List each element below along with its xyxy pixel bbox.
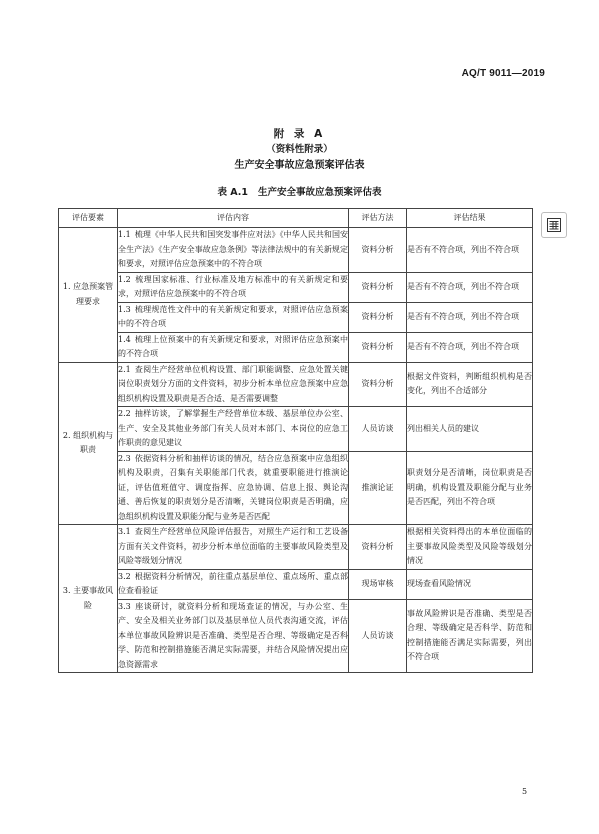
appendix-label: 附 录 A	[273, 128, 326, 140]
method-cell: 资料分析	[349, 228, 407, 273]
content-cell	[118, 599, 349, 673]
table-row	[59, 302, 533, 332]
method-cell: 资料分析	[349, 302, 407, 332]
table-row	[59, 362, 533, 407]
appendix-type: （资料性附录）	[266, 144, 333, 155]
result-cell: 根据相关资料得出的本单位面临的主要事故风险类型及风险等级划分情况	[407, 525, 533, 570]
item-number: 2.1	[118, 364, 131, 374]
content-cell	[118, 362, 349, 407]
content-cell	[118, 569, 349, 599]
item-number: 2.3	[118, 453, 131, 463]
result-cell: 职责划分是否清晰，岗位职责是否明确，机构设置及职能分配与业务是否匹配，列出不符合项	[407, 451, 533, 525]
method-cell: 现场审核	[349, 569, 407, 599]
appendix-title: 生产安全事故应急预案评估表	[234, 160, 365, 171]
column-header-method: 评估方法	[349, 209, 407, 228]
table-header-row	[59, 209, 533, 228]
table-number: 表 A.1	[217, 187, 249, 198]
page-number: 5	[522, 787, 528, 796]
method-cell: 资料分析	[349, 525, 407, 570]
qr-code-button[interactable]	[541, 212, 567, 238]
result-cell: 根据文件资料，判断组织机构是否变化，列出不合适部分	[407, 362, 533, 407]
result-cell: 是否有不符合项，列出不符合项	[407, 332, 533, 362]
result-cell: 事故风险辨识是否准确、类型是否合理、等级确定是否科学、防范和控制措施能否满足实际需要，列出不符合项	[407, 599, 533, 673]
content-cell	[118, 451, 349, 525]
item-number: 2.2	[118, 409, 131, 418]
result-cell: 是否有不符合项，列出不符合项	[407, 302, 533, 332]
item-content: 查阅生产经营单位机构设置、部门职能调整、应急处置关键岗位职责划分方面的文件资料，初步分析本单位应急预案中应急组织机构设置及职责是否合适、是否需要调整	[118, 364, 348, 403]
element-cell: 3. 主要事故风险	[59, 525, 118, 673]
item-number: 3.2	[118, 571, 131, 581]
method-cell: 资料分析	[349, 332, 407, 362]
evaluation-table	[58, 208, 533, 673]
method-cell: 资料分析	[349, 272, 407, 302]
table-title: 生产安全事故应急预案评估表	[258, 187, 382, 198]
content-cell	[118, 302, 349, 332]
column-header-content: 评估内容	[118, 209, 349, 228]
item-number: 1.2	[118, 274, 131, 284]
table-row	[59, 451, 533, 525]
content-cell	[118, 525, 349, 570]
item-number: 3.3	[118, 601, 131, 611]
table-row	[59, 228, 533, 273]
table-row	[59, 332, 533, 362]
table-row	[59, 569, 533, 599]
item-content: 座谈研讨，就资料分析和现场查证的情况，与办公室、生产、安全及相关业务部门以及基层单位人员代表沟通交流，评估本单位事故风险辨识是否准确、类型是否合理、等级确定是否科学、防范和控制措施能否满足实际需要，并结合风险情况提出应急资源需求	[118, 601, 348, 669]
item-number: 3.1	[118, 527, 131, 536]
element-cell: 2. 组织机构与职责	[59, 362, 118, 525]
table-row	[59, 272, 533, 302]
element-cell: 1. 应急预案管理要求	[59, 228, 118, 363]
item-content: 根据资料分析情况，前往重点基层单位、重点场所、重点部位查看验证	[118, 571, 348, 595]
item-number: 1.4	[118, 334, 131, 344]
item-content: 抽样访谈，了解掌握生产经营单位本级、基层单位办公室、生产、安全及其他业务部门有关人员对本部门、本岗位的应急工作职责的意见建议	[118, 409, 348, 447]
item-content: 梳理国家标准、行业标准及地方标准中的有关新规定和要求，对照评估应急预案中的不符合项	[118, 274, 348, 298]
qr-code-icon	[546, 217, 562, 233]
item-content: 梳理上位预案中的有关新规定和要求，对照评估应急预案中的不符合项	[118, 334, 348, 358]
method-cell: 资料分析	[349, 362, 407, 407]
column-header-element: 评估要素	[59, 209, 118, 228]
item-content: 梳理规范性文件中的有关新规定和要求，对照评估应急预案中的不符合项	[118, 304, 348, 328]
item-content: 查阅生产经营单位风险评估报告，对照生产运行和工艺设备方面有关文件资料，初步分析本单位面临的主要事故风险类型及风险等级划分情况	[118, 527, 348, 565]
content-cell	[118, 228, 349, 273]
method-cell: 推演论证	[349, 451, 407, 525]
table-caption	[0, 184, 599, 198]
content-cell	[118, 332, 349, 362]
table-row	[59, 407, 533, 452]
result-cell: 是否有不符合项，列出不符合项	[407, 228, 533, 273]
result-cell: 列出相关人员的建议	[407, 407, 533, 452]
table-row	[59, 525, 533, 570]
column-header-result: 评估结果	[407, 209, 533, 228]
standard-code: AQ/T 9011—2019	[461, 68, 545, 79]
method-cell: 人员访谈	[349, 407, 407, 452]
item-content: 梳理《中华人民共和国突发事件应对法》《中华人民共和国安全生产法》《生产安全事故应急条例》等法律法规中的有关新规定和要求，对照评估应急预案中的不符合项	[118, 230, 348, 268]
content-cell	[118, 272, 349, 302]
result-cell: 现场查看风险情况	[407, 569, 533, 599]
item-number: 1.3	[118, 304, 131, 314]
method-cell: 人员访谈	[349, 599, 407, 673]
table-row	[59, 599, 533, 673]
content-cell	[118, 407, 349, 452]
item-content: 依据资料分析和抽样访谈的情况，结合应急预案中应急组织机构及职责，召集有关职能部门代表，就重要职能进行推演论证，评估值班值守、调度指挥、应急协调、信息上报、舆论沟通、善后恢复的职责划分是否清晰，关键岗位职责是否明确，应急组织机构设置及职能分配与业务是否匹配	[118, 453, 348, 521]
item-number: 1.1	[118, 230, 131, 239]
result-cell: 是否有不符合项，列出不符合项	[407, 272, 533, 302]
